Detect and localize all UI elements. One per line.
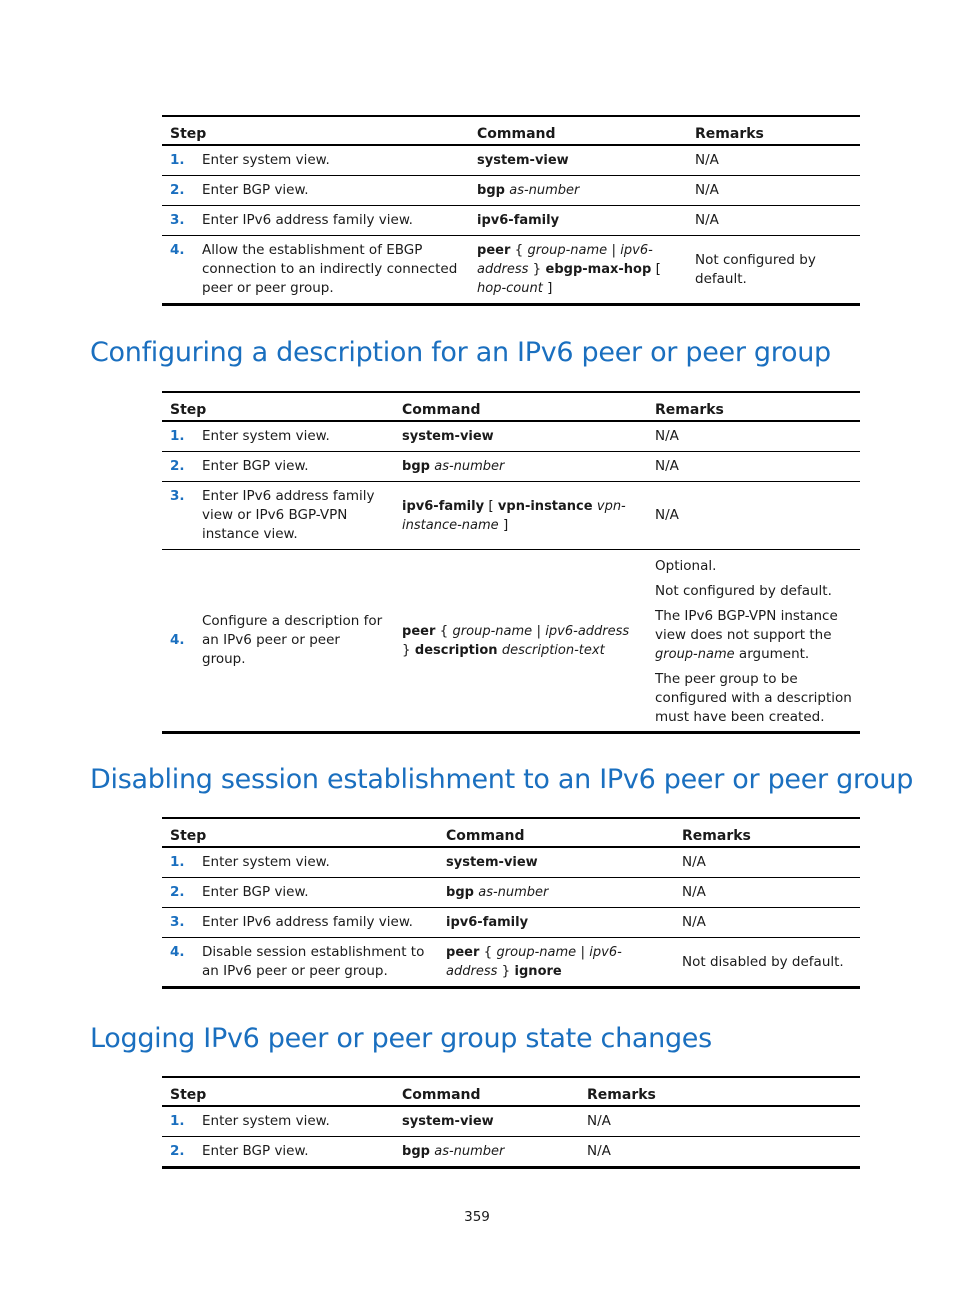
step-number: 3. <box>162 206 194 236</box>
remarks-cell: N/A <box>579 1106 860 1137</box>
step-number: 1. <box>162 1106 194 1137</box>
step-description: Enter IPv6 address family view. <box>194 908 438 938</box>
syntax-symbol: } <box>528 261 546 277</box>
table-row <box>162 550 860 733</box>
description-table <box>162 391 860 734</box>
remarks-cell: N/A <box>687 145 860 176</box>
remark-paragraph: The peer group to be configured with a description must have been created. <box>655 671 852 725</box>
syntax-symbol: [ <box>484 497 498 514</box>
step-number: 1. <box>162 847 194 878</box>
step-description: Enter BGP view. <box>194 1137 394 1168</box>
table-header-row <box>162 392 860 421</box>
remarks-cell: Not configured by default. <box>687 236 860 305</box>
command-argument: as-number <box>478 885 549 900</box>
remark-argument: group-name <box>655 647 735 662</box>
command-keyword: bgp <box>477 183 505 198</box>
command-argument: group-name <box>452 623 533 639</box>
command-argument: description-text <box>501 642 605 658</box>
command-keyword: description <box>414 642 498 658</box>
command-argument: as-number <box>509 183 580 198</box>
step-number: 2. <box>162 878 194 908</box>
command-keyword: peer <box>446 945 480 960</box>
step-header: Step <box>162 392 394 421</box>
command-cell <box>469 206 687 236</box>
step-description: Enter BGP view. <box>194 452 394 482</box>
command-cell <box>469 145 687 176</box>
section-title-ignore: Disabling session establishment to an IPv6 peer or peer group <box>90 764 914 795</box>
syntax-symbol: | <box>576 944 590 960</box>
step-number: 1. <box>162 421 194 452</box>
remarks-cell: N/A <box>647 452 860 482</box>
table-row <box>162 452 860 482</box>
command-keyword: ipv6-family <box>446 915 529 930</box>
table-row <box>162 908 860 938</box>
ignore-table <box>162 817 860 989</box>
command-keyword: system-view <box>402 1114 494 1129</box>
command-argument: vpn-instance-name <box>402 498 626 533</box>
step-description: Enter IPv6 address family view or IPv6 BGP-VPN instance view. <box>194 482 394 550</box>
table-row <box>162 145 860 176</box>
command-cell <box>394 1137 579 1168</box>
table-row <box>162 176 860 206</box>
step-description: Configure a description for an IPv6 peer or peer group. <box>194 550 394 733</box>
step-description: Allow the establishment of EBGP connection to an indirectly connected peer or peer group. <box>194 236 469 305</box>
step-number: 4. <box>162 236 194 305</box>
table-row <box>162 878 860 908</box>
command-cell <box>394 1106 579 1137</box>
syntax-symbol: { <box>510 242 528 258</box>
command-header: Command <box>469 116 687 145</box>
command-keyword: ebgp-max-hop <box>545 262 652 277</box>
remarks-cell: N/A <box>674 908 860 938</box>
step-number: 3. <box>162 482 194 550</box>
step-number: 2. <box>162 176 194 206</box>
table-row <box>162 236 860 305</box>
step-number: 3. <box>162 908 194 938</box>
table-row <box>162 938 860 988</box>
step-description: Enter BGP view. <box>194 878 438 908</box>
remarks-header: Remarks <box>647 392 860 421</box>
step-number: 4. <box>162 938 194 988</box>
command-header: Command <box>438 818 674 847</box>
syntax-symbol: } <box>497 963 515 979</box>
command-keyword: peer <box>402 623 436 639</box>
remarks-cell: N/A <box>647 421 860 452</box>
command-keyword: ignore <box>514 964 562 979</box>
step-header: Step <box>162 116 469 145</box>
remarks-cell: N/A <box>674 847 860 878</box>
step-number: 2. <box>162 1137 194 1168</box>
remarks-header: Remarks <box>579 1077 860 1106</box>
table-row <box>162 847 860 878</box>
step-number: 1. <box>162 145 194 176</box>
step-description: Disable session establishment to an IPv6 peer or peer group. <box>194 938 438 988</box>
table-header-row <box>162 818 860 847</box>
remark-paragraph: Optional. <box>655 558 717 574</box>
command-argument: ipv6-address <box>545 623 630 639</box>
command-keyword: system-view <box>446 855 538 870</box>
command-header: Command <box>394 392 647 421</box>
command-argument: ipv6-address <box>477 243 653 277</box>
command-keyword: vpn-instance <box>497 498 593 514</box>
remark-paragraph: Not configured by default. <box>655 583 832 599</box>
remarks-cell <box>647 550 860 733</box>
remarks-cell: N/A <box>687 206 860 236</box>
step-number: 2. <box>162 452 194 482</box>
command-argument: group-name <box>496 945 577 960</box>
command-cell <box>394 421 647 452</box>
command-argument: group-name <box>527 243 608 258</box>
syntax-symbol: { <box>479 944 497 960</box>
command-keyword: bgp <box>402 459 430 474</box>
command-cell <box>394 482 647 550</box>
command-cell <box>394 452 647 482</box>
step-description: Enter BGP view. <box>194 176 469 206</box>
syntax-symbol: { <box>435 622 453 639</box>
command-header: Command <box>394 1077 579 1106</box>
command-argument: as-number <box>434 459 505 474</box>
command-cell <box>438 908 674 938</box>
remarks-cell: N/A <box>674 878 860 908</box>
table-row <box>162 421 860 452</box>
command-keyword: ipv6-family <box>402 498 485 514</box>
step-description: Enter IPv6 address family view. <box>194 206 469 236</box>
syntax-symbol: [ <box>651 261 661 277</box>
command-cell <box>469 176 687 206</box>
table-row <box>162 1106 860 1137</box>
command-keyword: system-view <box>402 429 494 444</box>
page-number: 359 <box>464 1209 490 1225</box>
syntax-symbol: ] <box>542 280 553 296</box>
remarks-cell: N/A <box>579 1137 860 1168</box>
section-title-description: Configuring a description for an IPv6 peer or peer group <box>90 337 831 368</box>
command-cell <box>438 878 674 908</box>
logging-table <box>162 1076 860 1169</box>
remarks-cell: Not disabled by default. <box>674 938 860 988</box>
command-cell <box>438 938 674 988</box>
command-keyword: bgp <box>446 885 474 900</box>
step-description: Enter system view. <box>194 145 469 176</box>
step-description: Enter system view. <box>194 421 394 452</box>
command-keyword: ipv6-family <box>477 213 560 228</box>
step-description: Enter system view. <box>194 847 438 878</box>
ebgp-max-hop-table <box>162 115 860 306</box>
remarks-header: Remarks <box>687 116 860 145</box>
syntax-symbol: | <box>532 622 546 639</box>
remark-paragraph <box>655 607 852 664</box>
table-header-row <box>162 116 860 145</box>
remarks-header: Remarks <box>674 818 860 847</box>
command-cell <box>438 847 674 878</box>
table-header-row <box>162 1077 860 1106</box>
command-keyword: bgp <box>402 1144 430 1159</box>
command-cell <box>469 236 687 305</box>
section-title-logging: Logging IPv6 peer or peer group state changes <box>90 1023 712 1054</box>
syntax-symbol: } <box>402 641 415 658</box>
step-description: Enter system view. <box>194 1106 394 1137</box>
step-header: Step <box>162 818 438 847</box>
command-argument: ipv6-address <box>446 945 622 979</box>
remark-text: argument. <box>734 646 810 662</box>
table-row <box>162 482 860 550</box>
command-argument: hop-count <box>477 281 543 296</box>
command-cell <box>394 550 647 733</box>
syntax-symbol: ] <box>498 516 509 533</box>
command-keyword: peer <box>477 243 511 258</box>
remarks-cell: N/A <box>687 176 860 206</box>
table-row <box>162 1137 860 1168</box>
step-number: 4. <box>162 550 194 733</box>
remark-text: The IPv6 BGP-VPN instance view does not support the <box>655 608 838 643</box>
command-argument: as-number <box>434 1144 505 1159</box>
remarks-cell: N/A <box>647 482 860 550</box>
command-keyword: system-view <box>477 153 569 168</box>
step-header: Step <box>162 1077 394 1106</box>
syntax-symbol: | <box>607 242 621 258</box>
table-row <box>162 206 860 236</box>
